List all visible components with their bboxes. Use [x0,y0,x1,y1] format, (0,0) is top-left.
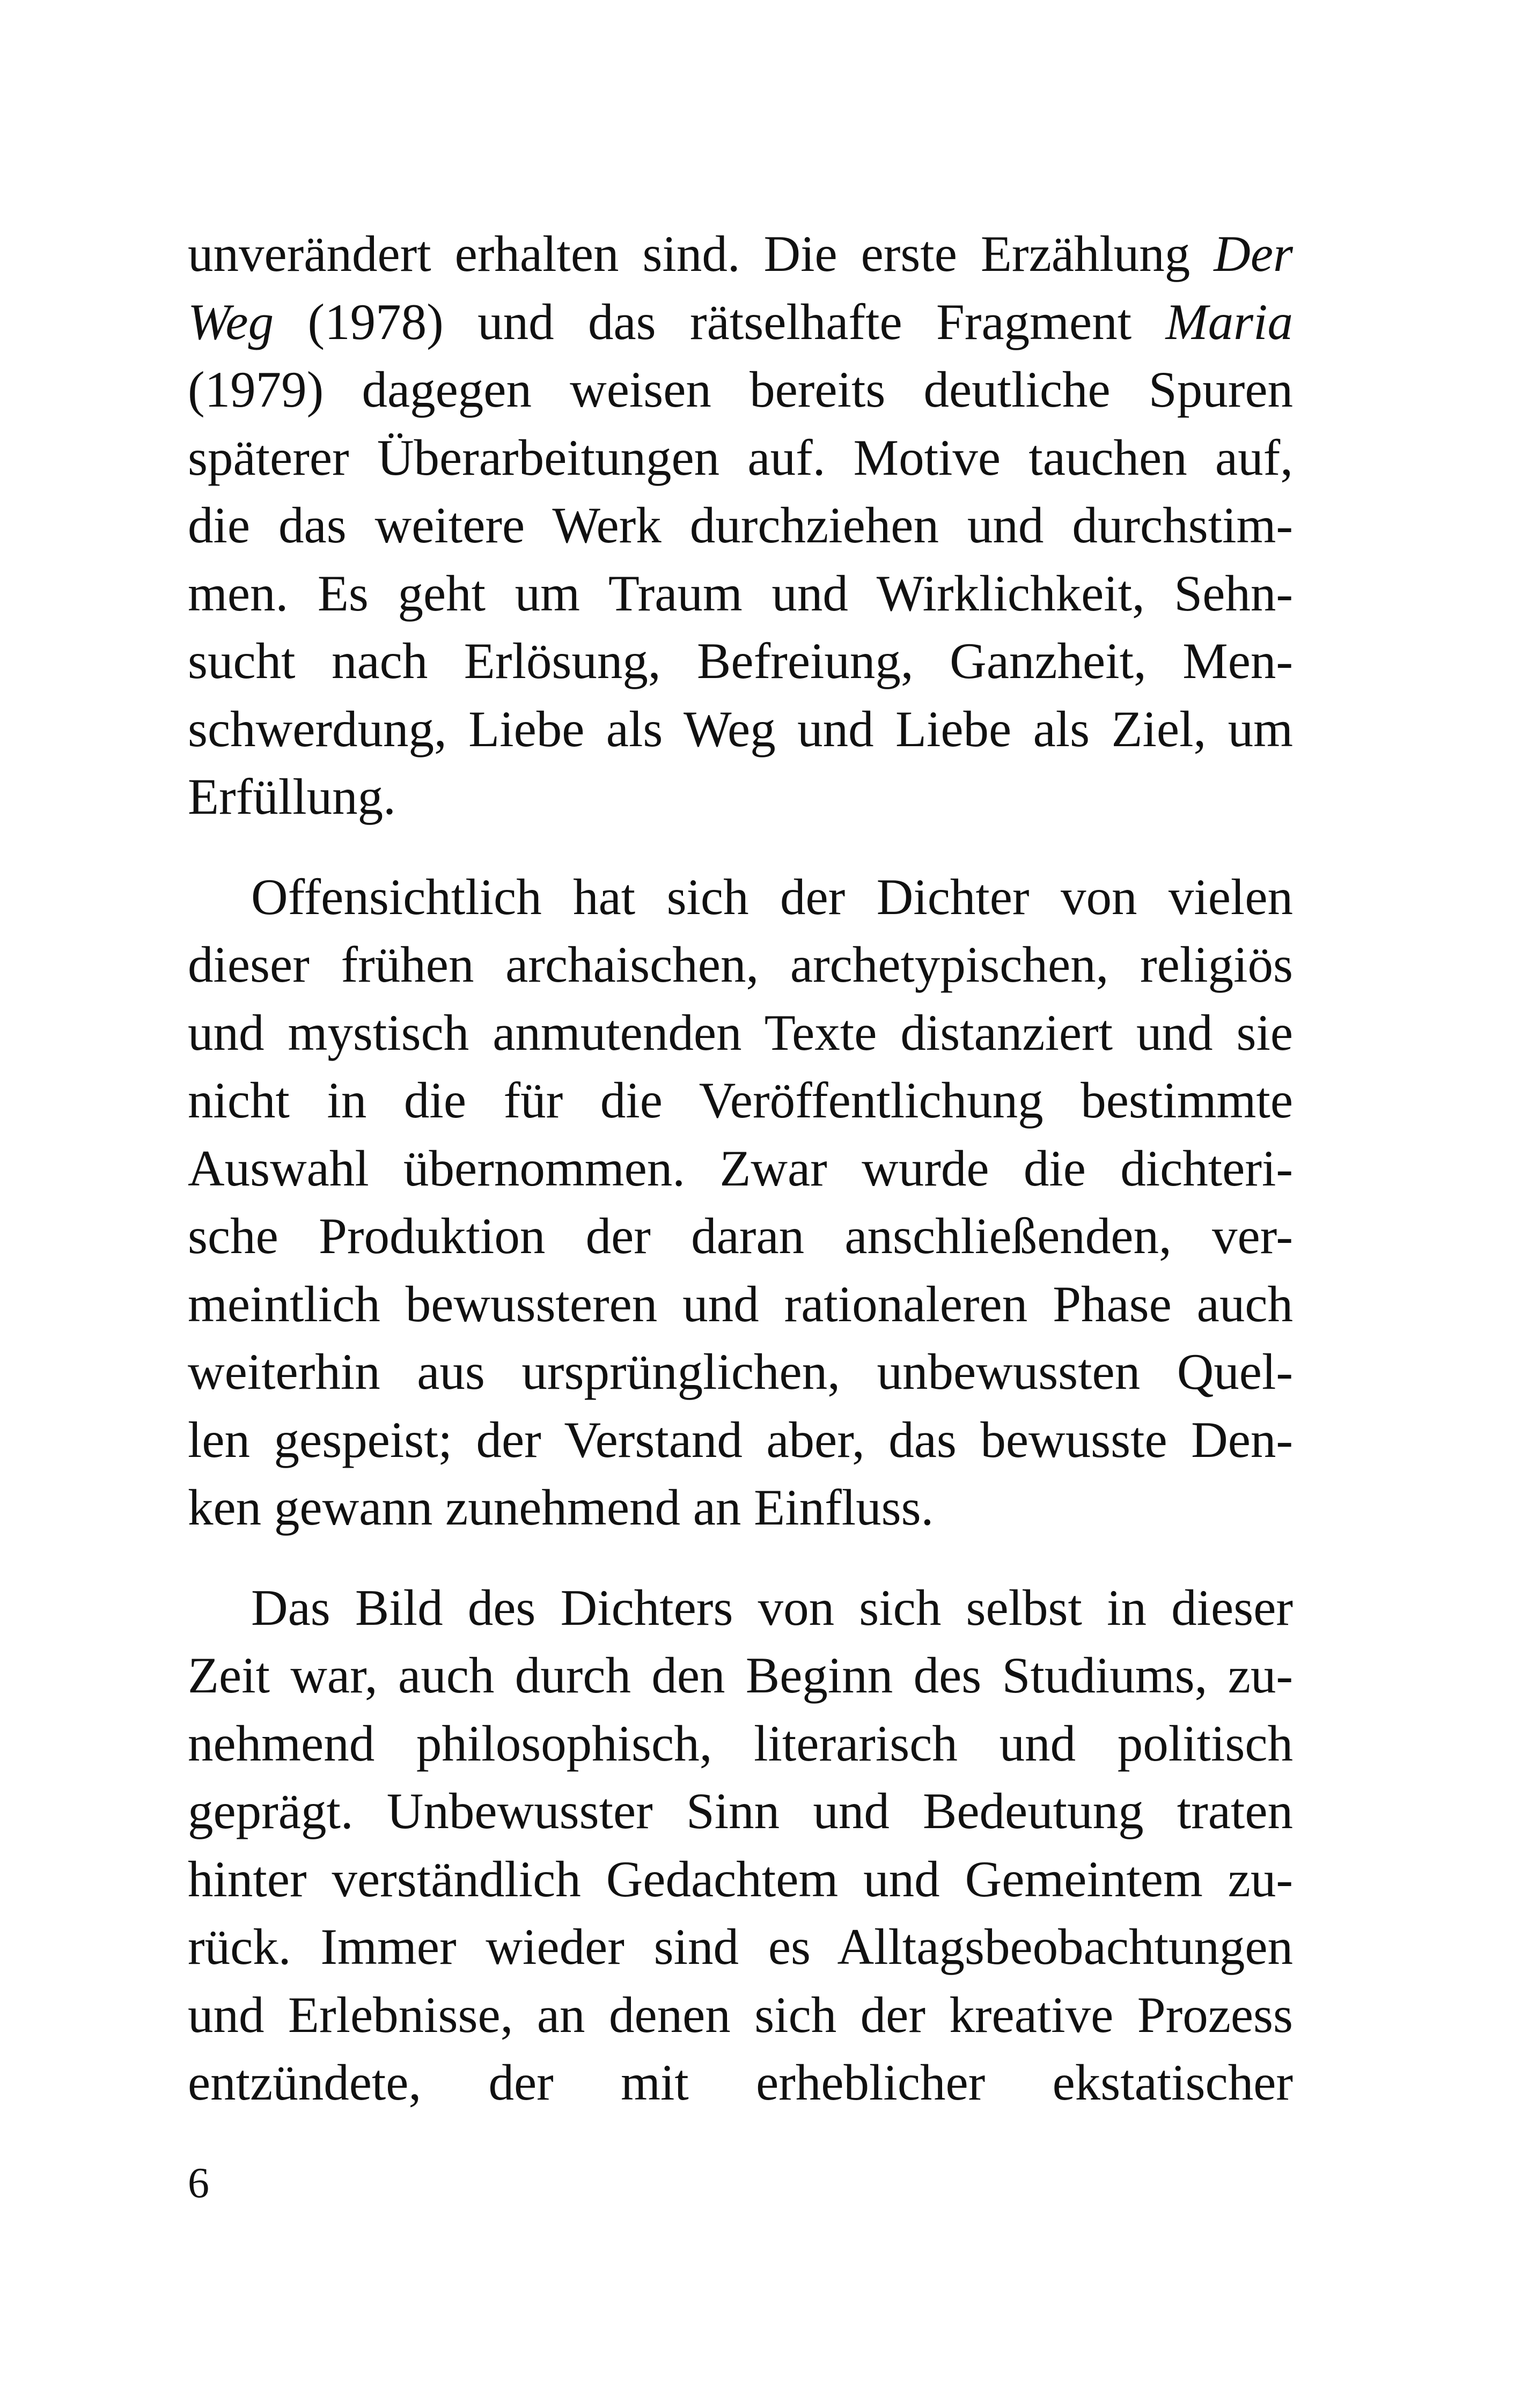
text-line: weiterhin aus ursprünglichen, unbewussten Quel- [188,1343,1293,1400]
text-line: Weg (1978) und das rätselhafte Fragment Maria [188,293,1293,350]
work-title-maria: Maria [1165,293,1293,350]
text-line: Erfüllung. [188,768,396,825]
text-line: len gespeist; der Verstand aber, das bewusste Den- [188,1411,1293,1468]
text-line: meintlich bewussteren und rationaleren Phase auch [188,1275,1293,1332]
text-line: späterer Überarbeitungen auf. Motive tauchen auf, [188,429,1293,486]
text-line: rück. Immer wieder sind es Alltagsbeobachtungen [188,1918,1293,1975]
text-line: die das weitere Werk durchziehen und durchstim- [188,497,1293,554]
text-line: schwerdung, Liebe als Weg und Liebe als Ziel, um [188,700,1293,757]
text-line: sucht nach Erlösung, Befreiung, Ganzheit, Men- [188,632,1293,689]
text-line: und mystisch anmutenden Texte distanziert und sie [188,1004,1293,1061]
text-line: Zeit war, auch durch den Beginn des Studiums, zu- [188,1647,1293,1704]
text-line: Auswahl übernommen. Zwar wurde die dichteri- [188,1139,1293,1197]
text-line: men. Es geht um Traum und Wirklichkeit, Sehn- [188,564,1293,622]
text-line: hinter verständlich Gedachtem und Gemeintem zu- [188,1850,1293,1908]
text-line: (1979) dagegen weisen bereits deutliche Spuren [188,361,1293,418]
paragraph-3 [188,1574,1293,2117]
body-text [188,220,1293,2117]
text-line: dieser frühen archaischen, archetypischen, religiös [188,936,1293,993]
text-line: entzündete, der mit erheblicher ekstatischer [188,2054,1293,2111]
paragraph-2 [188,863,1293,1542]
text-line: ken gewann zunehmend an Einfluss. [188,1479,934,1536]
text-line: sche Produktion der daran anschließenden, ver- [188,1207,1293,1264]
text-line: und Erlebnisse, an denen sich der kreative Prozess [188,1986,1293,2043]
text-line: unverändert erhalten sind. Die erste Erzählung Der [188,225,1293,282]
work-title-der-weg: Der [1214,225,1293,282]
text-line: nicht in die für die Veröffentlichung bestimmte [188,1072,1293,1129]
work-title-der-weg-cont: Weg [188,293,274,350]
paragraph-1 [188,220,1293,831]
page-number: 6 [188,2160,209,2207]
text-line: nehmend philosophisch, literarisch und politisch [188,1714,1293,1772]
text-line: Das Bild des Dichters von sich selbst in dieser [251,1579,1293,1636]
text-line: Offensichtlich hat sich der Dichter von vielen [251,868,1293,925]
text-line: geprägt. Unbewusster Sinn und Bedeutung traten [188,1783,1293,1839]
